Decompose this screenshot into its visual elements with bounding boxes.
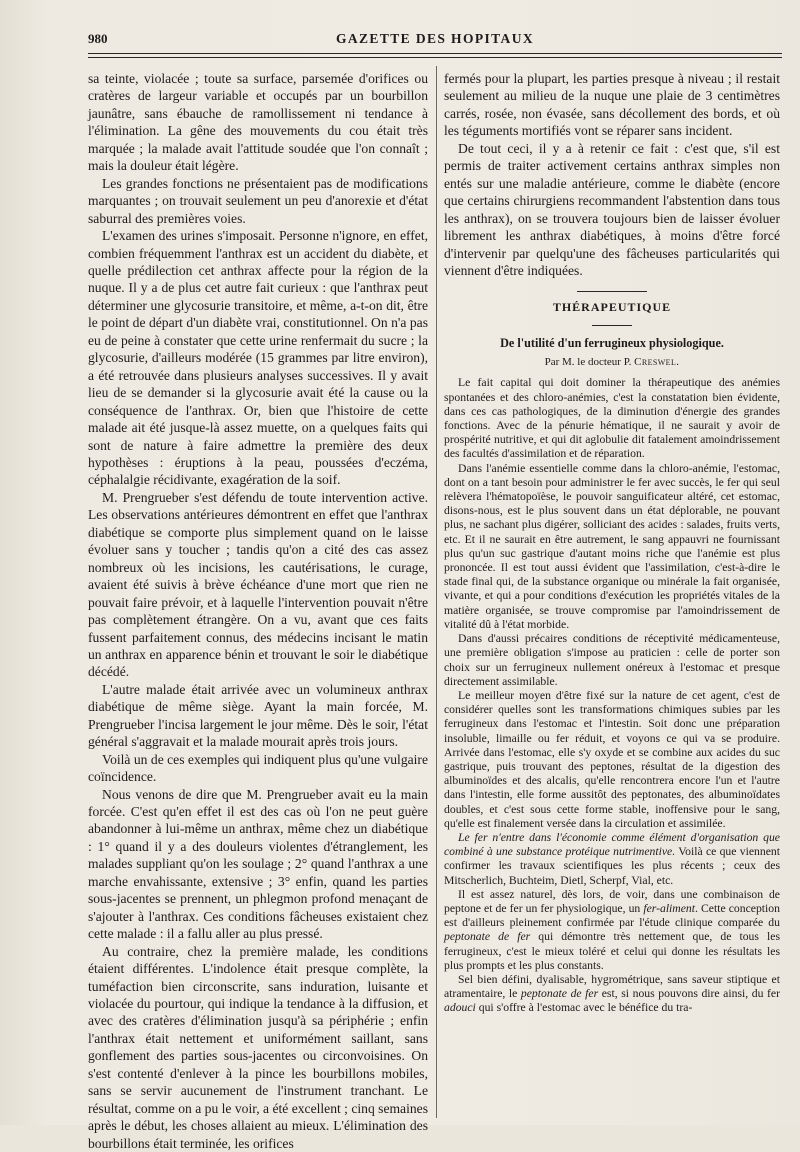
author-name: Creswel. (634, 356, 680, 369)
italic-statement: Le fer n'entre dans l'économie comme élément d'organisation que combiné à une substance protéique nutrimentive. (444, 830, 780, 859)
italic-term: adouci (444, 1001, 476, 1015)
left-paragraph: Au contraire, chez la première malade, les conditions étaient différentes. L'indolence était presque complète, la tuméfaction bien circonscrite, sans induration, luisante et violacée du pourtour, qui indique la tendance à la diffusion, et avec des cratères d'élimination jusqu'à sa périphérie ; enfin l'anthrax était nettement et uniformément saillant, sans gonflement des parties sous-jacentes ou circonvoisines. On s'est contenté d'enlever à la pince les bourbillons mobiles, sans se servir aucunement de l'instrument tranchant. Le résultat, comme on a pu le voir, a été excellent ; cinq semaines après le début, les choses allaient au mieux. L'élimination des bourbillons était terminée, les orifices (88, 943, 428, 1151)
byline-prefix: Par M. le docteur P. (544, 356, 632, 369)
column-divider (436, 66, 437, 1118)
right-paragraph: De tout ceci, il y a à retenir ce fait : c'est que, s'il est permis de traiter activement certains anthrax simples non entés sur une maladie antérieure, comme le diabète (encore que certains chirurgiens recommandent l'abstention dans tous les anthrax), on se trouvera toujours bien de laisser évoluer librement les anthrax diabétiques, à moins d'être forcé d'intervenir par quelqu'une des fâcheuses particularités qui viennent d'être indiquées. (444, 140, 780, 278)
left-paragraph: L'examen des urines s'imposait. Personne n'ignore, en effet, combien fréquemment l'anthrax est un accident du diabète, et quelle prédilection cet anthrax affecte pour la région de la nuque. Il y a de plus cet autre fait curieux : que l'anthrax peut déterminer une glycosurie transitoire, et même, a-t-on dit, être le point de départ d'un diabète vrai, constitutionnel. On n'a pas eu de peine à constater que cette urine renfermait du sucre ; la glycosurie, d'ailleurs modérée (15 grammes par litre environ), a été retrouvée dans plusieurs analyses successives. Il y avait lieu de se demander si la glycosurie avait été la cause ou la conséquence de l'anthrax. Or, bien que l'histoire de cette malade ait été jusque-là assez muette, on a quelques faits qui sont de nature à faire admettre la première des deux hypothèses : éruptions à la peau, poussées d'eczéma, céphalalgie récidivante, exagération de la soif. (88, 228, 428, 488)
italic-term: fer-aliment (643, 901, 696, 915)
right-paragraph-peptone (444, 888, 780, 973)
paragraph-text: qui s'offre à l'estomac avec le bénéfice du tra- (475, 1001, 693, 1015)
header-rule-thin (88, 57, 782, 58)
page-number: 980 (88, 31, 108, 46)
left-paragraph: Nous venons de dire que M. Prengrueber avait eu la main forcée. C'est qu'en effet il est des cas où l'on ne peut guère abandonner à lui-même un anthrax, même chez un diabétique : 1° quand il y a des douleurs violentes d'étranglement, les malades suppliant qu'on les soulage ; 2° quand l'anthrax a une marche envahissante, extensive ; 3° enfin, quand les parties sous-jacentes se prennent, un phlegmon profond menaçant de s'ajouter à l'anthrax. Ces conditions fâcheuses existaient chez cette malade : il a fallu aller au plus pressé. (88, 786, 428, 942)
running-title: GAZETTE DES HOPITAUX (335, 31, 535, 46)
paragraph-text: Il est assez naturel, dès lors, de voir, dans une combinaison de peptone et de fer un fer physiologique, un (444, 887, 780, 915)
right-paragraph: fermés pour la plupart, les parties presque à niveau ; il restait seulement au milieu de la nuque une plaie de 3 centimètres carrés, rosée, non évasée, sans décollement des bords, et où les téguments mortifiés vont se réparer sans incident. (444, 71, 780, 139)
right-paragraph: Le fait capital qui doit dominer la thérapeutique des anémies spontanées et des chloro-anémies, c'est la constatation bien évidente, dans ces cas pathologiques, de la diminution d'énergie des grandes fonctions. Avec de la pénurie hématique, il ne saurait y avoir de prospérité nutritive, et qui dit aglobulie dit fatalement amoindrissement des facultés d'assimilation et de réparation. (444, 376, 780, 461)
left-paragraph: L'autre malade était arrivée avec un volumineux anthrax diabétique de même siège. Ayant la main forcée, M. Prengrueber l'incisa largement le jour même. Dès le soir, l'état général s'aggravait et la malade mourait après trois jours. (88, 681, 428, 750)
right-paragraph: Dans l'anémie essentielle comme dans la chloro-anémie, l'estomac, dont on a tant besoin pour administrer le fer avec succès, le fer qui seul relèvera l'hématopoïèse, le pouvoir sanguificateur altéré, cet estomac, disons-nous, est le plus souvent dans un état déplorable, ne pouvant plus, ne sachant plus digérer, solliciant des acides : salades, fruits verts, etc. Et il ne saurait en être autrement, le sang appauvri ne fournissant plus qu'un suc gastrique d'autant moins riche que l'anémie est plus prononcée. Il est tout aussi évident que l'assimilation, c'est-à-dire le stade final qui, de la substance organique ou minérale la fait organisée, vivante, et qui a pour conditions d'exécution les propriétés vitales de la matière organisée, se trouve compromise par l'amoindrissement de vitalité dû à l'état morbide. (444, 461, 780, 631)
italic-term: peptonate de fer (520, 987, 599, 1001)
right-column (444, 70, 780, 1016)
section-separator (577, 291, 647, 292)
paragraph-text: Sel bien défini, dyalisable, hygrométrique, sans saveur stiptique et atramentaire, le (444, 972, 780, 1001)
paragraph-text: Voilà ce que viennent confirmer les travaux scientifiques les plus récents ; ceux des Mitscherlich, Buchteim, Dietl, Scherpf, Vial, etc. (444, 845, 780, 887)
section-title: THÉRAPEUTIQUE (552, 300, 672, 315)
left-paragraph: Voilà un de ces exemples qui indiquent plus qu'une vulgaire coïncidence. (88, 751, 428, 785)
article-title: De l'utilité d'un ferrugineux physiologique. (500, 336, 724, 351)
section-rule (592, 325, 632, 326)
right-paragraph: Dans d'aussi précaires conditions de réceptivité médicamenteuse, une première obligation s'impose au praticien : celle de porter son choix sur un ferrugineux nullement onéreux à l'estomac et presque directement assimilable. (444, 632, 780, 688)
page-header (88, 26, 782, 50)
header-rule (88, 53, 782, 54)
left-paragraph: sa teinte, violacée ; toute sa surface, parsemée d'orifices ou cratères de largeur variable et occupés par un bourbillon jaunâtre, sans ébauche de ramollissement ni tendance à l'élimination. La gêne des mouvements du cou était très marquée ; la malade avait l'attitude soudée que l'on connaît ; mais la douleur était légère. (88, 71, 428, 174)
right-paragraph-last (444, 973, 780, 1016)
left-paragraph: M. Prengrueber s'est défendu de toute intervention active. Les observations antérieures démontrent en effet que l'anthrax diabétique se comporte plus simplement quand on le laisse évoluer sans y toucher ; tandis qu'on a cité des cas assez nombreux où les incisions, les cautérisations, le curage, avaient été suivis à brève échéance d'une mort que rien ne pouvait faire prévoir, et à laquelle l'intervention pouvait n'être pas complètement étrangère. On a vu, avant que ces faits fussent parfaitement connus, des médecins incisant le matin un anthrax en apparence bénin et trouvant le soir le diabétique décédé. (88, 489, 428, 680)
paragraph-text: est, si nous pouvons dire ainsi, du fer (598, 987, 780, 1001)
left-column (88, 70, 428, 1152)
paragraph-text: . Cette conception est d'ailleurs pleinement confirmée par l'étude clinique comparée du (444, 901, 780, 930)
paragraph-text: qui démontre très nettement que, de tous les ferrugineux, c'est le mieux toléré et celui qui donne les résultats les plus prompts et les plus constants. (444, 930, 780, 972)
italic-term: peptonate de fer (444, 930, 531, 944)
article-byline (444, 356, 780, 368)
right-paragraph-italic (444, 831, 780, 888)
right-paragraph: Le meilleur moyen d'être fixé sur la nature de cet agent, c'est de considérer quelles sont les transformations chimiques subies par les ferrugineux dans l'estomac et l'intestin. Soit donc une préparation insoluble, limaille ou fer réduit, et voyons ce qui va se produire. Arrivée dans l'estomac, elle s'y oxyde et se combine aux acides du suc gastrique, puis trouvant des peptones, résultat de la digestion des albuminoïdes et des alcalis, qu'elle rencontrera encore l'un et l'autre dans l'intestin, elle forme aussitôt des peptonates, des albuminoïdates doubles, et c'est sous cette forme stable, inoffensive pour le sang, qu'elle est finalement versée dans la circulation et assimilée. (444, 688, 780, 830)
left-paragraph: Les grandes fonctions ne présentaient pas de modifications marquantes ; on trouvait seulement un peu d'anorexie et d'état saburral des premières voies. (88, 175, 428, 226)
